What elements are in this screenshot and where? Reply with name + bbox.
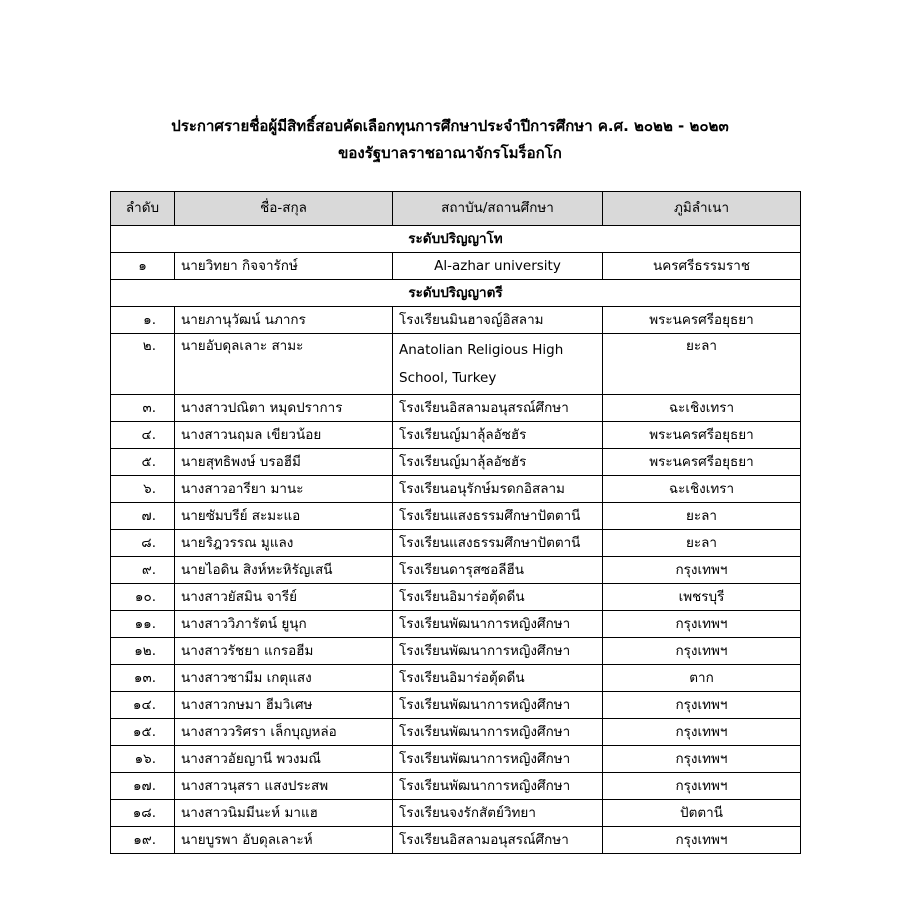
cell-name: นางสาวปณิตา หมุดปราการ (175, 395, 393, 422)
cell-name: นายบูรพา อับดุลเลาะห์ (175, 827, 393, 854)
section-row-master (111, 226, 801, 253)
cell-school: โรงเรียนอิมาร่อตุ้ดดีน (393, 584, 603, 611)
header-name: ชื่อ-สกุล (175, 192, 393, 226)
cell-home: เพชรบุรี (603, 584, 801, 611)
cell-name: นางสาวกษมา ฮีมวิเศษ (175, 692, 393, 719)
cell-no: ๑. (111, 307, 175, 334)
cell-home: ฉะเชิงเทรา (603, 395, 801, 422)
cell-home: ปัตตานี (603, 800, 801, 827)
table-row (111, 503, 801, 530)
cell-home: กรุงเทพฯ (603, 719, 801, 746)
cell-no: ๑๖. (111, 746, 175, 773)
cell-name: นางสาวนฤมล เขียวน้อย (175, 422, 393, 449)
header-school: สถาบัน/สถานศึกษา (393, 192, 603, 226)
cell-name: นางสาวนิมมีนะห์ มาแฮ (175, 800, 393, 827)
cell-name: นางสาววริศรา เล็กบุญหล่อ (175, 719, 393, 746)
bachelor-rows (111, 307, 801, 854)
cell-school: Anatolian Religious High School, Turkey (393, 334, 603, 395)
page-title: ประกาศรายชื่อผู้มีสิทธิ์สอบคัดเลือกทุนการศึกษาประจำปีการศึกษา ค.ศ. ๒๐๒๒ - ๒๐๒๓ (171, 117, 729, 135)
cell-school: โรงเรียนพัฒนาการหญิงศึกษา (393, 638, 603, 665)
cell-no: ๒. (111, 334, 175, 395)
cell-school: โรงเรียนอิสลามอนุสรณ์ศึกษา (393, 395, 603, 422)
cell-name: นายซัมบรีย์ สะมะแอ (175, 503, 393, 530)
table-row (111, 253, 801, 280)
cell-home: กรุงเทพฯ (603, 692, 801, 719)
cell-no: ๑๘. (111, 800, 175, 827)
cell-no: ๗. (111, 503, 175, 530)
table-row (111, 692, 801, 719)
table-row (111, 665, 801, 692)
table-row (111, 530, 801, 557)
table-row (111, 773, 801, 800)
cell-no: ๑๕. (111, 719, 175, 746)
cell-name: นางสาวนุสรา แสงประสพ (175, 773, 393, 800)
cell-home: ยะลา (603, 334, 801, 395)
table-row (111, 395, 801, 422)
cell-school: โรงเรียนอิมาร่อตุ้ดดีน (393, 665, 603, 692)
cell-no: ๖. (111, 476, 175, 503)
table-row (111, 307, 801, 334)
cell-name: นายวิทยา กิจจารักษ์ (175, 253, 393, 280)
cell-school: โรงเรียนแสงธรรมศึกษาปัตตานี (393, 530, 603, 557)
cell-home: พระนครศรีอยุธยา (603, 307, 801, 334)
cell-name: นายอับดุลเลาะ สามะ (175, 334, 393, 395)
cell-no: ๑๙. (111, 827, 175, 854)
table-row (111, 476, 801, 503)
cell-school: โรงเรียนพัฒนาการหญิงศึกษา (393, 719, 603, 746)
cell-no: ๑๒. (111, 638, 175, 665)
section-title-master: ระดับปริญญาโท (111, 226, 801, 253)
table-header-row (111, 192, 801, 226)
cell-home: กรุงเทพฯ (603, 827, 801, 854)
cell-school: โรงเรียนญ์มาลุ้ลอัซฮัร (393, 422, 603, 449)
table-row (111, 800, 801, 827)
table-row (111, 719, 801, 746)
cell-no: ๔. (111, 422, 175, 449)
cell-home: ตาก (603, 665, 801, 692)
cell-home: ฉะเชิงเทรา (603, 476, 801, 503)
table-row (111, 557, 801, 584)
cell-no: ๑๐. (111, 584, 175, 611)
cell-no: ๙. (111, 557, 175, 584)
cell-no: ๑๗. (111, 773, 175, 800)
cell-school: โรงเรียนจงรักสัตย์วิทยา (393, 800, 603, 827)
cell-school: Al-azhar university (393, 253, 603, 280)
cell-home: กรุงเทพฯ (603, 557, 801, 584)
cell-name: นางสาวอารียา มานะ (175, 476, 393, 503)
cell-home: ยะลา (603, 530, 801, 557)
cell-home: กรุงเทพฯ (603, 773, 801, 800)
cell-name: นางสาววิภารัตน์ ยูนุก (175, 611, 393, 638)
header-no: ลำดับ (111, 192, 175, 226)
cell-school: โรงเรียนอนุรักษ์มรดกอิสลาม (393, 476, 603, 503)
table-row (111, 584, 801, 611)
cell-school: โรงเรียนญ์มาลุ้ลอัซฮัร (393, 449, 603, 476)
cell-school: โรงเรียนมินฮาจญ์อิสลาม (393, 307, 603, 334)
cell-name: นายภานุวัฒน์ นภากร (175, 307, 393, 334)
cell-no: ๕. (111, 449, 175, 476)
cell-no: ๓. (111, 395, 175, 422)
cell-name: นางสาวอัยญานี พวงมณี (175, 746, 393, 773)
cell-name: นางสาวซามีม เกตุแสง (175, 665, 393, 692)
table-row (111, 827, 801, 854)
cell-home: กรุงเทพฯ (603, 611, 801, 638)
cell-school: โรงเรียนดารุสซอลีฮีน (393, 557, 603, 584)
table-row (111, 611, 801, 638)
cell-school: โรงเรียนพัฒนาการหญิงศึกษา (393, 773, 603, 800)
table-row (111, 746, 801, 773)
cell-home: นครศรีธรรมราช (603, 253, 801, 280)
table-row (111, 638, 801, 665)
table-row (111, 422, 801, 449)
cell-home: ยะลา (603, 503, 801, 530)
cell-name: นายริฎวรรณ มูแลง (175, 530, 393, 557)
cell-home: กรุงเทพฯ (603, 638, 801, 665)
candidate-table (110, 191, 801, 854)
cell-name: นายไอดิน สิงห์หะหิรัญเสนี (175, 557, 393, 584)
cell-school: โรงเรียนพัฒนาการหญิงศึกษา (393, 746, 603, 773)
cell-name: นายสุทธิพงษ์ บรอฮีมี (175, 449, 393, 476)
table-row (111, 334, 801, 395)
cell-no: ๘. (111, 530, 175, 557)
cell-home: พระนครศรีอยุธยา (603, 422, 801, 449)
cell-no: ๑๑. (111, 611, 175, 638)
header-home: ภูมิลำเนา (603, 192, 801, 226)
cell-name: นางสาวยัสมิน จารีย์ (175, 584, 393, 611)
page-subtitle: ของรัฐบาลราชอาณาจักรโมร็อกโก (338, 144, 562, 162)
cell-no: ๑ (111, 253, 175, 280)
cell-school: โรงเรียนแสงธรรมศึกษาปัตตานี (393, 503, 603, 530)
cell-no: ๑๓. (111, 665, 175, 692)
cell-home: กรุงเทพฯ (603, 746, 801, 773)
table-row (111, 449, 801, 476)
cell-school: โรงเรียนอิสลามอนุสรณ์ศึกษา (393, 827, 603, 854)
cell-no: ๑๔. (111, 692, 175, 719)
section-title-bachelor: ระดับปริญญาตรี (111, 280, 801, 307)
cell-home: พระนครศรีอยุธยา (603, 449, 801, 476)
cell-school: โรงเรียนพัฒนาการหญิงศึกษา (393, 611, 603, 638)
cell-name: นางสาวรัชยา แกรอฮีม (175, 638, 393, 665)
cell-school: โรงเรียนพัฒนาการหญิงศึกษา (393, 692, 603, 719)
section-row-bachelor (111, 280, 801, 307)
